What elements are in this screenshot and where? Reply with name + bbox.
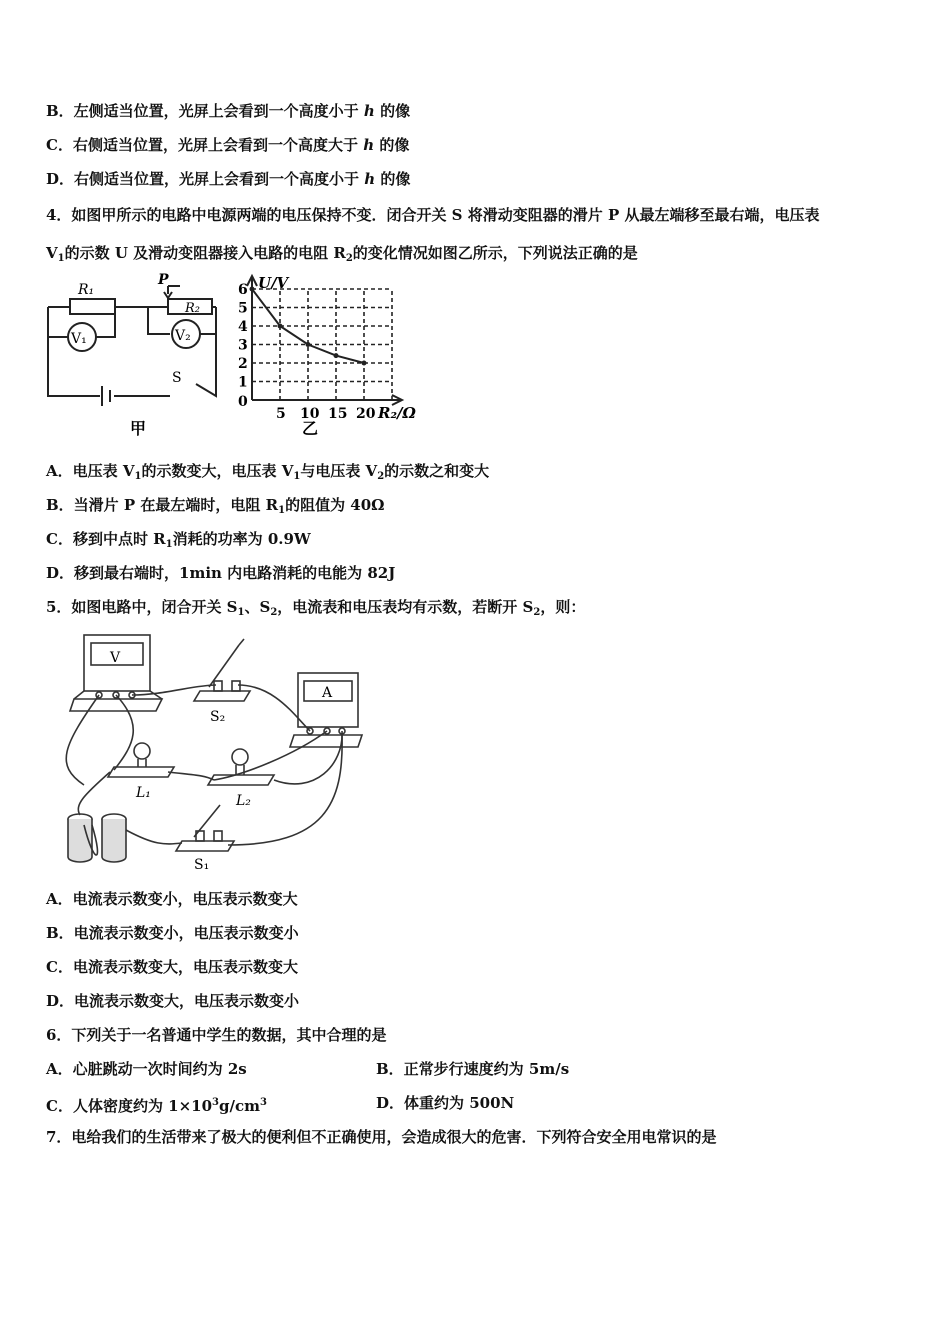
q4-stem-line1: 4．如图甲所示的电路中电源两端的电压保持不变．闭合开关 S 将滑动变阻器的滑片 P 从最左端移至最右端，电压表 (46, 206, 820, 224)
q6-stem: 6．下列关于一名普通中学生的数据，其中合理的是 (46, 1026, 387, 1044)
q3-option-b: B．左侧适当位置，光屏上会看到一个高度小于 h 的像 (46, 102, 411, 120)
y-tick-label: 5 (238, 300, 248, 317)
voltmeter-label: V (110, 650, 121, 666)
q3-option-c: C．右侧适当位置，光屏上会看到一个高度大于 h 的像 (46, 136, 410, 154)
x-tick-label: 20 (356, 406, 376, 422)
y-tick-label: 3 (238, 337, 248, 354)
q6-option-b: B．正常步行速度约为 5m/s (376, 1060, 570, 1078)
x-tick-label: 15 (328, 406, 348, 422)
s2-label: S₂ (210, 709, 226, 725)
q4-option-b: B．当滑片 P 在最左端时，电阻 $R_1$的阻值为 40Ω (46, 496, 385, 516)
q4-option-d: D．移到最右端时，1min 内电路消耗的电能为 82J (46, 564, 396, 582)
v1-label: V₁ (71, 331, 87, 347)
circuit-physical-diagram (44, 625, 374, 875)
y-tick-label: 4 (238, 319, 248, 335)
q5-stem: 5．如图电路中，闭合开关 $S_1$、$S_2$，电流表和电压表均有示数，若断开 $S_2$，则： (46, 598, 586, 618)
data-point (250, 287, 255, 292)
q6-option-c: C．人体密度约为 $1\times 10^3g/cm^3$ (46, 1097, 267, 1115)
q5-option-d: D．电流表示数变大，电压表示数变小 (46, 992, 300, 1010)
q6-option-d: D．体重约为 500N (376, 1094, 515, 1112)
data-point (334, 353, 339, 358)
data-point (278, 324, 283, 329)
l1-label: L₁ (136, 785, 151, 801)
x-tick-label: 5 (276, 406, 286, 422)
circuit-diagram-jia (40, 272, 230, 442)
origin-label: 0 (238, 394, 248, 410)
ammeter-label: A (322, 685, 333, 701)
q7-stem: 7．电给我们的生活带来了极大的便利但不正确使用，会造成很大的危害．下列符合安全用电常识的是 (46, 1128, 717, 1146)
s-label: S (172, 370, 182, 386)
x-axis-label: R₂/Ω (378, 404, 416, 422)
y-tick-label: 1 (238, 374, 248, 391)
q6-option-a: A．心脏跳动一次时间约为 2s (46, 1060, 247, 1078)
y-tick-label: 6 (238, 282, 248, 298)
r2-label: R₂ (185, 301, 200, 316)
q4-option-c: C．移到中点时 $R_1$消耗的功率为 0.9W (46, 530, 311, 550)
q3-option-d: D．右侧适当位置，光屏上会看到一个高度小于 h 的像 (46, 170, 411, 188)
figure-jia-label: 甲 (130, 419, 147, 438)
y-tick-label: 2 (238, 356, 248, 372)
v2-label: V₂ (175, 328, 191, 344)
data-point (362, 361, 367, 366)
data-point (306, 342, 311, 347)
graph-yi (232, 272, 427, 442)
q4-option-a: A．电压表 $V_1$的示数变大，电压表 $V_1$与电压表 $V_2$的示数之和变大 (46, 462, 490, 482)
q5-option-c: C．电流表示数变大，电压表示数变大 (46, 958, 298, 976)
y-axis-label: U/V (258, 274, 289, 292)
r1-label: R₁ (78, 282, 95, 298)
q5-option-b: B．电流表示数变小，电压表示数变小 (46, 924, 299, 942)
p-label: P (158, 272, 169, 288)
s1-label: S₁ (194, 857, 210, 873)
figure-yi-label: 乙 (302, 419, 319, 438)
q4-stem-line2: $V_1$的示数 U 及滑动变阻器接入电路的电阻 $R_2$的变化情况如图乙所示，下列说法正确的是 (46, 244, 638, 264)
l2-label: L₂ (236, 793, 251, 809)
x-tick-label: 10 (300, 406, 320, 422)
q5-option-a: A．电流表示数变小，电压表示数变大 (46, 890, 298, 908)
